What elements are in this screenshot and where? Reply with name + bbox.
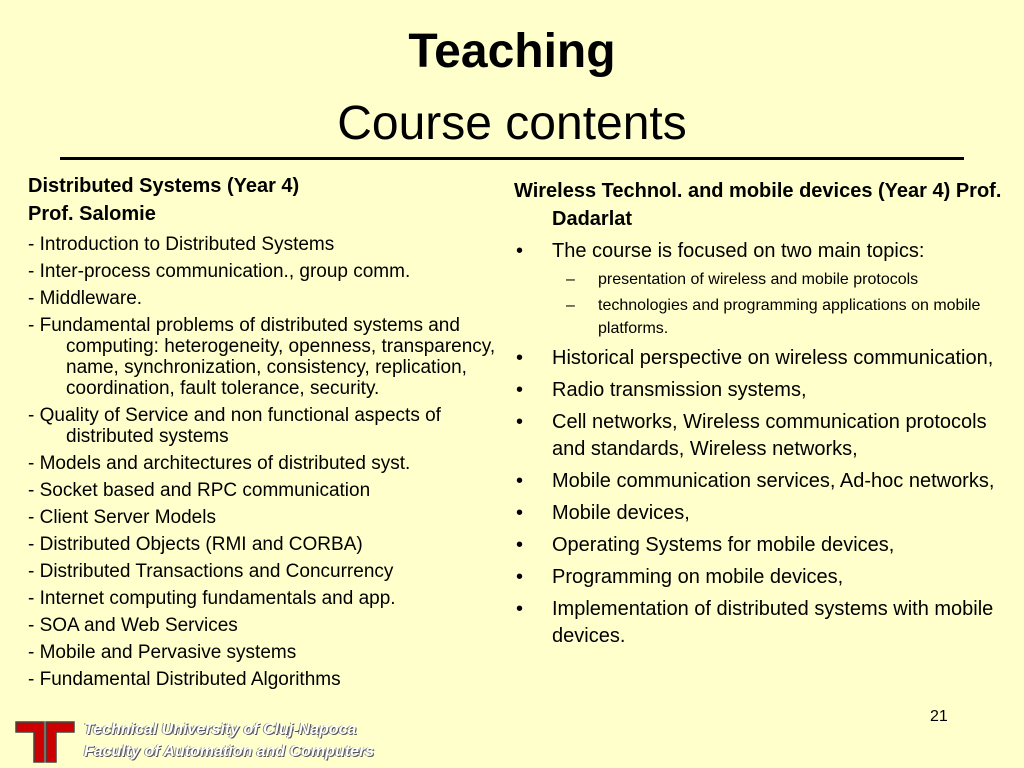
left-list-item: - Distributed Objects (RMI and CORBA) — [28, 534, 363, 555]
left-list-item: - Models and architectures of distributed syst. — [28, 453, 411, 474]
left-list-item: - Distributed Transactions and Concurrency — [28, 561, 394, 582]
footer — [0, 716, 1024, 768]
sub-text: presentation of wireless and mobile protocols — [598, 271, 919, 288]
footer-faculty-name: Faculty of Automation and Computers — [84, 743, 375, 760]
left-list-item: - Internet computing fundamentals and app. — [28, 588, 396, 609]
bullet-text: The course is focused on two main topics: — [552, 240, 925, 262]
bullet-text: Operating Systems for mobile devices, — [552, 534, 895, 556]
slide-title: Teaching — [408, 25, 616, 78]
right-sub-item — [514, 294, 1014, 340]
bullet-icon: • — [516, 379, 524, 401]
left-course-professor: Prof. Salomie — [28, 203, 156, 225]
bullet-icon: • — [516, 411, 524, 433]
university-logo-icon — [14, 718, 76, 766]
bullet-icon: • — [516, 502, 524, 524]
left-course-title: Distributed Systems (Year 4) — [28, 175, 300, 197]
right-sub-item — [514, 268, 1014, 291]
right-bullet-item — [514, 468, 1014, 495]
bullet-text: Radio transmission systems, — [552, 379, 807, 401]
left-list-item: - Inter-process communication., group comm. — [28, 261, 411, 282]
logo-right-t — [46, 722, 74, 762]
left-list-item: - Quality of Service and non functional aspects of distributed systems — [28, 405, 441, 447]
title-divider — [60, 157, 964, 160]
left-list-item: - Fundamental problems of distributed systems and computing: heterogeneity, openness, transparency, name, synchronization, consistency, replication, coordination, fault tolerance, security. — [28, 315, 496, 399]
sub-text: technologies and programming applications on mobile platforms. — [598, 297, 981, 337]
left-list-item: - Fundamental Distributed Algorithms — [28, 669, 341, 690]
bullet-icon: • — [516, 240, 524, 262]
right-column — [514, 177, 1014, 650]
right-bullet-item — [514, 532, 1014, 559]
bullet-text: Mobile devices, — [552, 502, 690, 524]
left-column — [28, 172, 498, 690]
bullet-icon: • — [516, 598, 524, 620]
bullet-text: Programming on mobile devices, — [552, 566, 844, 588]
logo-left-t — [16, 722, 44, 762]
bullet-text: Historical perspective on wireless communication, — [552, 347, 994, 369]
bullet-text: Implementation of distributed systems with mobile devices. — [552, 598, 994, 647]
left-list-item: - Socket based and RPC communication — [28, 480, 371, 501]
right-bullet-item — [514, 238, 1014, 265]
dash-icon: – — [566, 297, 575, 314]
slide-subtitle: Course contents — [337, 97, 687, 150]
right-bullet-item — [514, 596, 1014, 650]
right-bullet-item — [514, 500, 1014, 527]
right-course-title: Wireless Technol. and mobile devices (Year 4) Prof. Dadarlat — [514, 180, 1002, 230]
bullet-text: Mobile communication services, Ad-hoc networks, — [552, 470, 995, 492]
footer-university-name: Technical University of Cluj-Napoca — [84, 721, 357, 738]
left-list-item: - Introduction to Distributed Systems — [28, 234, 335, 255]
left-list-item: - Client Server Models — [28, 507, 216, 528]
right-bullet-item — [514, 377, 1014, 404]
page-number: 21 — [930, 708, 948, 725]
left-list-item: - Middleware. — [28, 288, 143, 309]
bullet-icon: • — [516, 470, 524, 492]
right-bullet-item — [514, 564, 1014, 591]
dash-icon: – — [566, 271, 575, 288]
bullet-icon: • — [516, 534, 524, 556]
right-bullet-item — [514, 409, 1014, 463]
right-bullet-item — [514, 345, 1014, 372]
bullet-icon: • — [516, 347, 524, 369]
bullet-icon: • — [516, 566, 524, 588]
bullet-text: Cell networks, Wireless communication protocols and standards, Wireless networks, — [552, 411, 987, 460]
left-list-item: - SOA and Web Services — [28, 615, 238, 636]
left-list-item: - Mobile and Pervasive systems — [28, 642, 297, 663]
